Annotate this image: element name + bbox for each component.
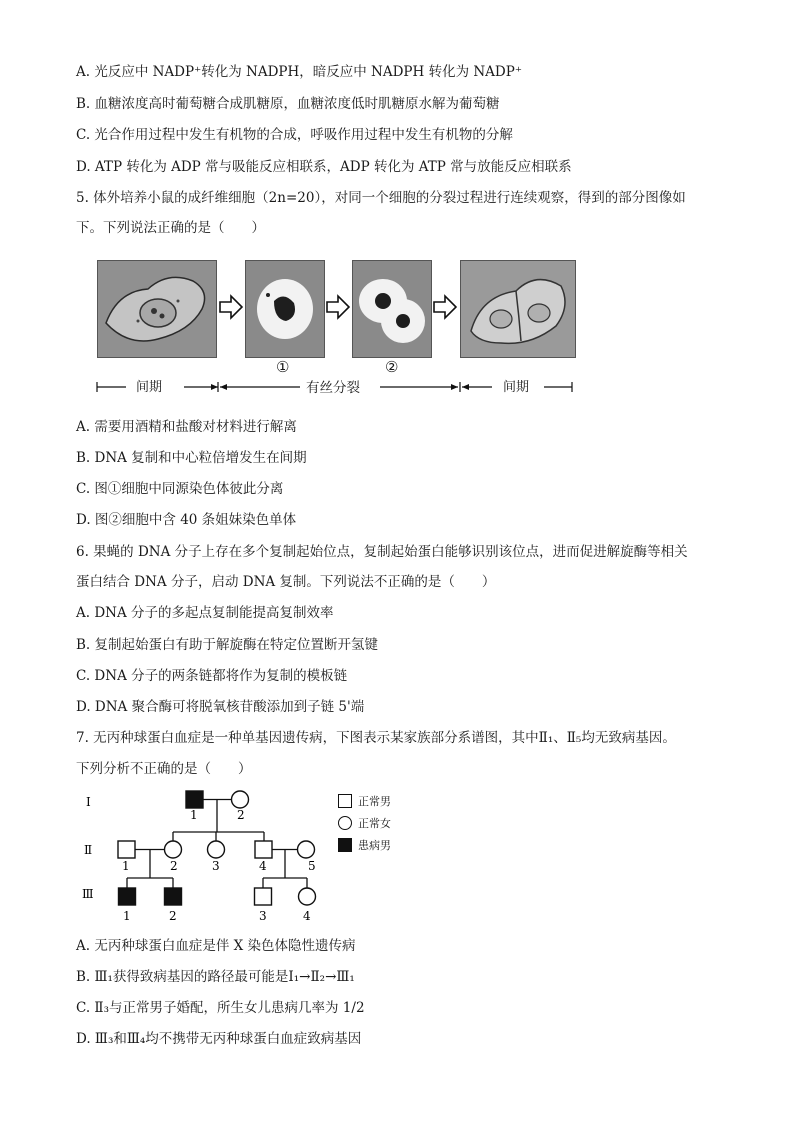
pedigree-chart	[76, 782, 336, 930]
q7-option-a: A. 无丙种球蛋白血症是伴 X 染色体隐性遗传病	[76, 938, 356, 954]
pedigree-legend	[338, 790, 391, 856]
q4-option-a: A. 光反应中 NADP⁺转化为 NADPH，暗反应中 NADPH 转化为 NADP⁺	[76, 64, 522, 80]
I-label-1: 1	[190, 808, 198, 822]
label-interphase-right: 间期	[503, 380, 530, 395]
I-1-affected-male	[186, 791, 203, 808]
legend-affected-male: 患病男	[358, 839, 391, 852]
label-interphase-left: 间期	[136, 380, 163, 395]
cell-photo-mitosis-1	[245, 260, 325, 358]
II-label-2: 2	[170, 859, 178, 873]
III-label-1: 1	[123, 909, 131, 923]
q7-option-c: C. Ⅱ₃与正常男子婚配，所生女儿患病几率为 1/2	[76, 1000, 365, 1016]
q6-stem-line2: 蛋白结合 DNA 分子，启动 DNA 复制。下列说法不正确的是（ ）	[76, 574, 496, 590]
q6-option-d: D. DNA 聚合酶可将脱氧核苷酸添加到子链 5'端	[76, 699, 365, 715]
cell-photo-mitosis-2	[352, 260, 432, 358]
q5-option-d: D. 图②细胞中含 40 条姐妹染色单体	[76, 512, 297, 528]
q7-option-d: D. Ⅲ₃和Ⅲ₄均不携带无丙种球蛋白血症致病基因	[76, 1031, 362, 1047]
II-1-normal-male	[118, 841, 135, 858]
I-2-normal-female	[232, 791, 249, 808]
II-label-1: 1	[122, 859, 130, 873]
I-label-2: 2	[237, 808, 245, 822]
arrow-right-icon	[219, 294, 243, 320]
cell-photo-interphase-1	[97, 260, 217, 358]
arrow-right-icon	[326, 294, 350, 320]
III-3-normal-male	[255, 888, 272, 905]
III-label-2: 2	[169, 909, 177, 923]
q7-stem-line1: 7. 无丙种球蛋白血症是一种单基因遗传病，下图表示某家族部分系谱图，其中Ⅱ₁、Ⅱ₅均无致病基因。	[76, 730, 676, 746]
II-5-normal-female	[298, 841, 315, 858]
q6-stem-line1: 6. 果蝇的 DNA 分子上存在多个复制起始位点，复制起始蛋白能够识别该位点，进而促进解旋酶等相关	[76, 544, 688, 560]
q4-option-b: B. 血糖浓度高时葡萄糖合成肌糖原，血糖浓度低时肌糖原水解为葡萄糖	[76, 96, 500, 112]
gen-label-II: Ⅱ	[84, 843, 93, 857]
normal-female-icon	[338, 816, 352, 830]
q5-option-c: C. 图①细胞中同源染色体彼此分离	[76, 481, 284, 497]
II-label-4: 4	[259, 859, 267, 873]
II-label-3: 3	[212, 859, 220, 873]
II-4-normal-male	[255, 841, 272, 858]
q6-option-b: B. 复制起始蛋白有助于解旋酶在特定位置断开氢键	[76, 637, 379, 653]
q7-stem-line2: 下列分析不正确的是（ ）	[76, 761, 252, 777]
cell-photo-interphase-2	[460, 260, 576, 358]
normal-male-icon	[338, 794, 352, 808]
marker-2: ②	[385, 358, 399, 376]
label-mitosis: 有丝分裂	[306, 380, 360, 396]
q7-option-b: B. Ⅲ₁获得致病基因的路径最可能是Ⅰ₁→Ⅱ₂→Ⅲ₁	[76, 969, 355, 985]
III-label-4: 4	[303, 909, 311, 923]
III-label-3: 3	[259, 909, 267, 923]
affected-male-icon	[338, 838, 352, 852]
legend-normal-male: 正常男	[358, 795, 391, 808]
q6-option-a: A. DNA 分子的多起点复制能提高复制效率	[76, 605, 334, 621]
q5-stem-line2: 下。下列说法正确的是（ ）	[76, 220, 265, 236]
legend-normal-female: 正常女	[358, 817, 391, 830]
q5-option-b: B. DNA 复制和中心粒倍增发生在间期	[76, 450, 307, 466]
q4-option-c: C. 光合作用过程中发生有机物的合成，呼吸作用过程中发生有机物的分解	[76, 127, 513, 143]
III-2-affected-male	[165, 888, 182, 905]
arrow-right-icon	[433, 294, 457, 320]
gen-label-I: Ⅰ	[86, 795, 91, 809]
marker-1: ①	[276, 358, 290, 376]
q5-option-a: A. 需要用酒精和盐酸对材料进行解离	[76, 419, 297, 435]
gen-label-III: Ⅲ	[82, 887, 94, 901]
II-3-normal-female	[208, 841, 225, 858]
II-label-5: 5	[308, 859, 316, 873]
q4-option-d: D. ATP 转化为 ADP 常与吸能反应相联系，ADP 转化为 ATP 常与放能反应相联系	[76, 159, 572, 175]
q6-option-c: C. DNA 分子的两条链都将作为复制的模板链	[76, 668, 348, 684]
II-2-normal-female	[165, 841, 182, 858]
III-4-normal-female	[299, 888, 316, 905]
q5-stem-line1: 5. 体外培养小鼠的成纤维细胞（2n=20），对同一个细胞的分裂过程进行连续观察，得到的部分图像如	[76, 190, 686, 206]
III-1-affected-male	[119, 888, 136, 905]
